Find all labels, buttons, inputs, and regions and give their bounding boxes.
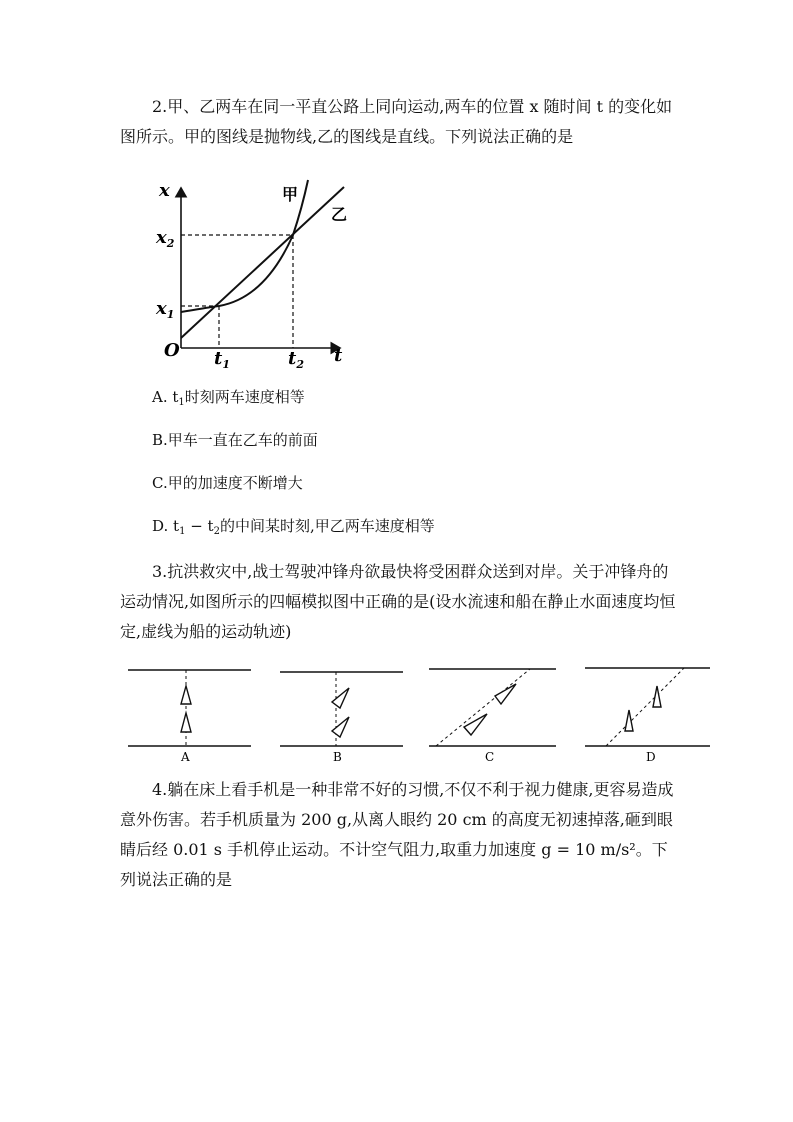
q2-stem: 2.甲、乙两车在同一平直公路上同向运动,两车的位置 x 随时间 t 的变化如图所示。甲的图线是抛物线,乙的图线是直线。下列说法正确的是 bbox=[120, 97, 673, 146]
q2-xt-graph bbox=[150, 178, 370, 370]
line-yi-label: 乙 bbox=[331, 205, 348, 224]
panel-c bbox=[429, 669, 556, 764]
panel-a bbox=[128, 670, 251, 764]
panel-b-label: B bbox=[333, 750, 342, 764]
origin-label: O bbox=[164, 340, 180, 361]
q4-stem: 4.躺在床上看手机是一种非常不好的习惯,不仅不利于视力健康,更容易造成意外伤害。若手机质量为 200 g,从离人眼约 20 cm 的高度无初速掉落,砸到眼睛后经 0.01 s 手机停止运动。不计空气阻力,取重力加速度 g = 10 m/s²。下列说法正确的是 bbox=[120, 780, 674, 889]
line-yi bbox=[181, 187, 344, 338]
panel-c-label: C bbox=[485, 750, 495, 764]
q2-option-c: C.甲的加速度不断增大 bbox=[152, 474, 303, 492]
x2-label: $x_2$ bbox=[156, 227, 175, 250]
q2-option-b: B.甲车一直在乙车的前面 bbox=[152, 431, 318, 449]
y-axis-label: x bbox=[159, 180, 170, 201]
x-axis-label: t bbox=[334, 345, 343, 366]
t1-label: $t_1$ bbox=[214, 348, 230, 370]
panel-b bbox=[280, 672, 403, 764]
x1-label: $x_1$ bbox=[156, 298, 175, 321]
t2-label: $t_2$ bbox=[288, 348, 304, 370]
q2-option-d: D. $t_1 - t_2$的中间某时刻,甲乙两车速度相等 bbox=[152, 517, 435, 537]
curve-jia-label: 甲 bbox=[282, 185, 299, 204]
panel-d-label: D bbox=[646, 750, 656, 764]
q3-boat-diagrams bbox=[118, 660, 718, 770]
q3-stem: 3.抗洪救灾中,战士驾驶冲锋舟欲最快将受困群众送到对岸。关于冲锋舟的运动情况,如图所示的四幅模拟图中正确的是(设水流速和船在静止水面速度均恒定,虚线为船的运动轨迹) bbox=[120, 562, 676, 641]
panel-a-label: A bbox=[181, 750, 190, 764]
q2-option-a: A. $t_1$时刻两车速度相等 bbox=[152, 388, 305, 408]
panel-d bbox=[585, 668, 710, 764]
